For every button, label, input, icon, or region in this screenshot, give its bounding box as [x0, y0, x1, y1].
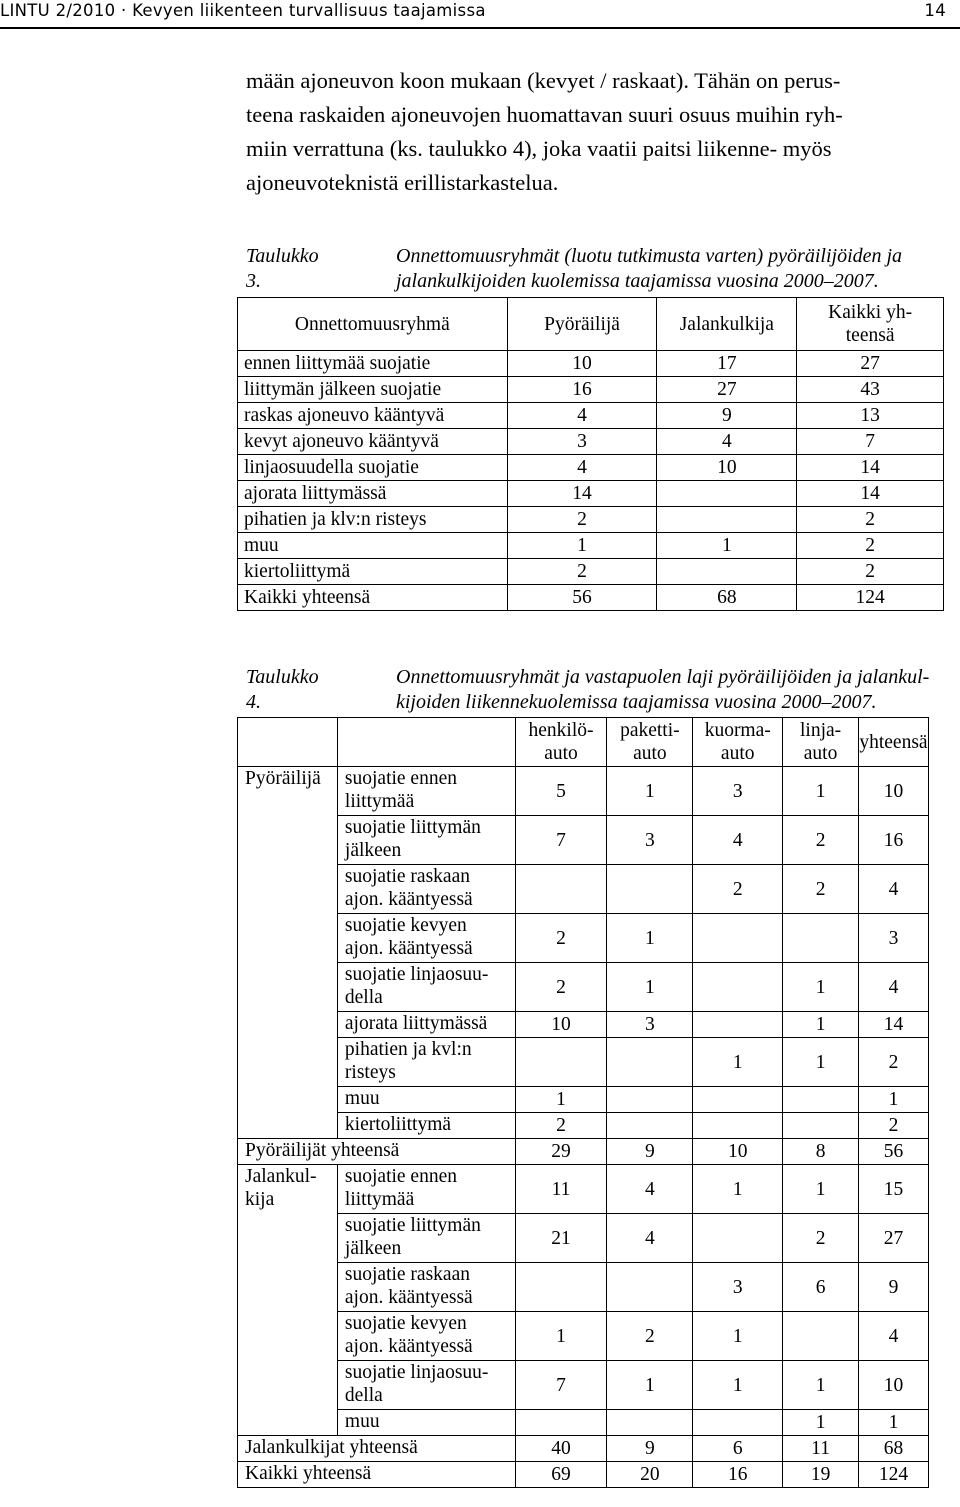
table-cell: 1 — [783, 1410, 859, 1436]
table-cell: 10 — [515, 1012, 607, 1038]
table-cell — [693, 1410, 783, 1436]
table-cell: 2 — [797, 507, 944, 533]
table-cell — [607, 1087, 693, 1113]
table-cell: 2 — [515, 1113, 607, 1139]
cell-text: linja- — [799, 720, 842, 741]
cell-text: Jalankul- — [245, 1166, 317, 1187]
table-cell: muu — [238, 533, 508, 559]
table-row — [238, 559, 944, 585]
total-row — [238, 1462, 929, 1488]
cell-text: jälkeen — [344, 840, 402, 861]
cell-text: risteys — [344, 1062, 396, 1083]
header-text: Kaikki yh- — [828, 302, 913, 323]
table-cell: 4 — [507, 403, 657, 429]
table-cell: 27 — [657, 377, 797, 403]
table3-caption-line: jalankulkijoiden kuolemissa taajamissa vuosina 2000–2007. — [396, 270, 879, 292]
table-cell: 10 — [693, 1139, 783, 1165]
table-cell: 7 — [515, 1361, 607, 1410]
table-row — [238, 914, 929, 963]
table-cell: 68 — [858, 1436, 928, 1462]
row-label — [337, 1038, 515, 1087]
paragraph-line: mään ajoneuvon koon mukaan (kevyet / raskaat). Tähän on perus- — [246, 68, 841, 93]
table-row — [238, 1038, 929, 1087]
table-cell: 4 — [607, 1214, 693, 1263]
table-cell: 7 — [797, 429, 944, 455]
table-cell — [693, 1012, 783, 1038]
table-cell: 15 — [858, 1165, 928, 1214]
table-row — [238, 1113, 929, 1139]
table-cell — [783, 1087, 859, 1113]
header-cell: Pyöräilijä — [507, 298, 657, 351]
table-cell: 17 — [657, 351, 797, 377]
table-row — [238, 351, 944, 377]
table-cell: 9 — [607, 1436, 693, 1462]
table-cell: 2 — [507, 559, 657, 585]
table-cell: 11 — [783, 1436, 859, 1462]
table-cell: liittymän jälkeen suojatie — [238, 377, 508, 403]
table-cell — [783, 1113, 859, 1139]
table-cell: 3 — [607, 816, 693, 865]
table-cell: 14 — [507, 481, 657, 507]
table-cell: 27 — [858, 1214, 928, 1263]
total-label: Jalankulkijat yhteensä — [238, 1436, 516, 1462]
table-cell: 20 — [607, 1462, 693, 1488]
cell-text: muu — [344, 1411, 380, 1432]
table-cell: 1 — [783, 1361, 859, 1410]
row-label — [337, 1113, 515, 1139]
table-cell: 1 — [783, 1165, 859, 1214]
table-cell: 68 — [657, 585, 797, 611]
cell-text: ajon. kääntyessä — [344, 938, 473, 959]
table3-header-row — [238, 298, 944, 351]
header-cell — [607, 718, 693, 767]
cell-text: kija — [245, 1189, 275, 1210]
table-cell: 14 — [797, 481, 944, 507]
table-cell: 9 — [607, 1139, 693, 1165]
table3-caption-line: Onnettomuusryhmät (luotu tutkimusta varten) pyöräilijöiden ja — [396, 245, 903, 267]
paragraph-line: ajoneuvoteknistä erillistarkastelua. — [246, 170, 559, 195]
row-label — [337, 1012, 515, 1038]
cell-text: liittymää — [344, 791, 415, 812]
table-cell: 2 — [515, 963, 607, 1012]
table-cell: 14 — [858, 1012, 928, 1038]
header-cell: Onnettomuusryhmä — [238, 298, 508, 351]
table-row — [238, 1263, 929, 1312]
table-cell: 1 — [607, 1361, 693, 1410]
table-cell: 2 — [607, 1312, 693, 1361]
table-cell: pihatien ja klv:n risteys — [238, 507, 508, 533]
table-cell: 1 — [858, 1410, 928, 1436]
cell-text: suojatie raskaan — [344, 866, 470, 887]
table-cell: linjaosuudella suojatie — [238, 455, 508, 481]
table-row — [238, 533, 944, 559]
paragraph-line: teena raskaiden ajoneuvojen huomattavan suuri osuus muihin ryh- — [246, 102, 843, 127]
table-row — [238, 1165, 929, 1214]
cell-text: suojatie ennen — [344, 768, 457, 789]
table-cell — [657, 507, 797, 533]
table-cell: 40 — [515, 1436, 607, 1462]
table-cell: raskas ajoneuvo kääntyvä — [238, 403, 508, 429]
table-cell — [693, 1214, 783, 1263]
total-label: Kaikki yhteensä — [238, 1462, 516, 1488]
table-cell — [607, 1038, 693, 1087]
table-row — [238, 1012, 929, 1038]
table-cell: 10 — [858, 1361, 928, 1410]
table-row — [238, 1087, 929, 1113]
table-cell — [607, 1410, 693, 1436]
table-cell: 1 — [858, 1087, 928, 1113]
table-cell: 8 — [783, 1139, 859, 1165]
table-cell: 1 — [607, 963, 693, 1012]
cell-text: auto — [633, 743, 667, 764]
table-row — [238, 963, 929, 1012]
table-cell: Kaikki yhteensä — [238, 585, 508, 611]
table-cell: 1 — [783, 1038, 859, 1087]
table-row — [238, 816, 929, 865]
table-cell: 69 — [515, 1462, 607, 1488]
cell-text: auto — [544, 743, 578, 764]
cell-text: suojatie linjaosuu- — [344, 1362, 489, 1383]
table-cell — [693, 1087, 783, 1113]
row-label — [337, 1214, 515, 1263]
table-cell: ajorata liittymässä — [238, 481, 508, 507]
table4 — [237, 717, 929, 1488]
table-row — [238, 1410, 929, 1436]
table-row — [238, 1214, 929, 1263]
table-cell: 3 — [693, 767, 783, 816]
cell-text: suojatie kevyen — [344, 915, 467, 936]
table-cell: 2 — [783, 816, 859, 865]
cell-text: muu — [344, 1088, 380, 1109]
table-cell: 1 — [783, 963, 859, 1012]
row-label — [337, 963, 515, 1012]
table-cell: 9 — [858, 1263, 928, 1312]
table-cell — [693, 963, 783, 1012]
table-cell: 2 — [797, 559, 944, 585]
cell-text: ajorata liittymässä — [344, 1013, 488, 1034]
table-cell — [515, 865, 607, 914]
total-row — [238, 1139, 929, 1165]
table-cell: 6 — [783, 1263, 859, 1312]
table-cell: 2 — [783, 1214, 859, 1263]
table-cell: 1 — [607, 914, 693, 963]
table3-caption-label: Taulukko 3. — [246, 245, 319, 292]
row-label — [337, 1361, 515, 1410]
cell-text: suojatie raskaan — [344, 1264, 470, 1285]
table-cell: 1 — [783, 1012, 859, 1038]
cell-text: yhteensä — [859, 731, 928, 753]
table-cell: kevyt ajoneuvo kääntyvä — [238, 429, 508, 455]
cell-text: ajon. kääntyessä — [344, 1287, 473, 1308]
table4-caption-line: kijoiden liikennekuolemissa taajamissa vuosina 2000–2007. — [396, 691, 877, 713]
table-cell: 1 — [515, 1312, 607, 1361]
table-cell: 7 — [515, 816, 607, 865]
table-cell: 1 — [607, 767, 693, 816]
table-cell: 16 — [507, 377, 657, 403]
table-row — [238, 585, 944, 611]
table-cell: 4 — [858, 865, 928, 914]
page-number: 14 — [924, 1, 946, 20]
table-cell: 10 — [858, 767, 928, 816]
table-cell — [693, 914, 783, 963]
table-cell: 124 — [797, 585, 944, 611]
table-cell — [515, 1410, 607, 1436]
table-cell — [607, 1263, 693, 1312]
table-cell: 4 — [693, 816, 783, 865]
table-cell: 1 — [693, 1165, 783, 1214]
header-cell — [238, 718, 338, 767]
table-cell — [693, 1113, 783, 1139]
table-cell: ennen liittymää suojatie — [238, 351, 508, 377]
table-cell: 43 — [797, 377, 944, 403]
table-cell: 124 — [858, 1462, 928, 1488]
table-cell: 1 — [783, 767, 859, 816]
table4-caption-label: Taulukko 4. — [246, 666, 319, 713]
table4-caption-line: Onnettomuusryhmät ja vastapuolen laji pyöräilijöiden ja jalankul- — [396, 666, 930, 688]
table-row — [238, 767, 929, 816]
table-row — [238, 455, 944, 481]
header-cell: Jalankulkija — [657, 298, 797, 351]
header-cell — [858, 718, 928, 767]
table-cell: 14 — [797, 455, 944, 481]
table-cell: 19 — [783, 1462, 859, 1488]
table-cell: 56 — [858, 1139, 928, 1165]
table-row — [238, 481, 944, 507]
cell-text: della — [344, 987, 383, 1008]
cell-text: pihatien ja kvl:n — [344, 1039, 472, 1060]
table-cell: 3 — [607, 1012, 693, 1038]
table-cell — [607, 865, 693, 914]
table-cell — [657, 559, 797, 585]
table-row — [238, 1361, 929, 1410]
table-cell: 16 — [858, 816, 928, 865]
row-label — [337, 816, 515, 865]
group-label — [238, 1165, 338, 1436]
table-cell — [657, 481, 797, 507]
table-cell: 4 — [507, 455, 657, 481]
table-cell: 4 — [858, 963, 928, 1012]
running-header — [0, 0, 960, 28]
table-cell — [783, 914, 859, 963]
table-cell: 2 — [858, 1113, 928, 1139]
table-cell: 3 — [693, 1263, 783, 1312]
cell-text: ajon. kääntyessä — [344, 889, 473, 910]
table-cell: 4 — [657, 429, 797, 455]
table-cell: 4 — [607, 1165, 693, 1214]
table-cell: 2 — [693, 865, 783, 914]
row-label — [337, 1087, 515, 1113]
table-cell: 2 — [783, 865, 859, 914]
header-cell — [783, 718, 859, 767]
header-cell — [797, 298, 944, 351]
table-cell: 3 — [858, 914, 928, 963]
cell-text: auto — [720, 743, 755, 764]
cell-text: liittymää — [344, 1189, 415, 1210]
cell-text: paketti- — [620, 720, 680, 741]
row-label — [337, 1410, 515, 1436]
header-divider — [0, 27, 960, 29]
table-cell: 29 — [515, 1139, 607, 1165]
table-row — [238, 429, 944, 455]
total-row — [238, 1436, 929, 1462]
group-label: Pyöräilijä — [238, 767, 338, 1139]
cell-text: auto — [803, 743, 838, 764]
table-row — [238, 865, 929, 914]
table-cell: 10 — [657, 455, 797, 481]
cell-text: suojatie kevyen — [344, 1313, 467, 1334]
table-row — [238, 403, 944, 429]
table3 — [237, 297, 944, 611]
table-cell: 2 — [797, 533, 944, 559]
table-cell: 2 — [507, 507, 657, 533]
cell-text: henkilö- — [528, 720, 594, 741]
table-cell: 10 — [507, 351, 657, 377]
table-cell: 1 — [693, 1038, 783, 1087]
table-cell: 2 — [858, 1038, 928, 1087]
table-cell — [607, 1113, 693, 1139]
table-cell: 16 — [693, 1462, 783, 1488]
table-cell: 1 — [515, 1087, 607, 1113]
header-title: LINTU 2/2010 · Kevyen liikenteen turvallisuus taajamissa — [0, 1, 486, 20]
table-cell: 2 — [515, 914, 607, 963]
table-cell: 3 — [507, 429, 657, 455]
cell-text: kiertoliittymä — [344, 1114, 452, 1135]
cell-text: suojatie linjaosuu- — [344, 964, 489, 985]
cell-text: kuorma- — [704, 720, 771, 741]
row-label — [337, 1263, 515, 1312]
table-cell: 5 — [515, 767, 607, 816]
table-cell: 56 — [507, 585, 657, 611]
row-label — [337, 865, 515, 914]
table-cell: kiertoliittymä — [238, 559, 508, 585]
table-cell: 9 — [657, 403, 797, 429]
row-label — [337, 914, 515, 963]
table-row — [238, 1312, 929, 1361]
row-label — [337, 1165, 515, 1214]
table-cell: 1 — [693, 1361, 783, 1410]
table-cell: 21 — [515, 1214, 607, 1263]
table-cell: 6 — [693, 1436, 783, 1462]
paragraph-line: miin verrattuna (ks. taulukko 4), joka vaatii paitsi liikenne- myös — [246, 136, 832, 161]
cell-text: ajon. kääntyessä — [344, 1336, 473, 1357]
cell-text: della — [344, 1385, 383, 1406]
cell-text: suojatie liittymän — [344, 817, 481, 838]
table-cell: 1 — [507, 533, 657, 559]
table-cell: 27 — [797, 351, 944, 377]
table-cell: 1 — [693, 1312, 783, 1361]
cell-text: jälkeen — [344, 1238, 402, 1259]
table-cell: 1 — [657, 533, 797, 559]
row-label — [337, 767, 515, 816]
table-cell — [515, 1038, 607, 1087]
cell-text: suojatie liittymän — [344, 1215, 481, 1236]
table-cell — [783, 1312, 859, 1361]
table-row — [238, 377, 944, 403]
intro-paragraph — [246, 64, 941, 200]
table4-header-row — [238, 718, 929, 767]
header-cell — [337, 718, 515, 767]
header-cell — [693, 718, 783, 767]
total-label: Pyöräilijät yhteensä — [238, 1139, 516, 1165]
header-text: teensä — [845, 325, 895, 346]
row-label — [337, 1312, 515, 1361]
table-cell: 11 — [515, 1165, 607, 1214]
header-cell — [515, 718, 607, 767]
table-cell: 4 — [858, 1312, 928, 1361]
table-cell: 13 — [797, 403, 944, 429]
cell-text: suojatie ennen — [344, 1166, 457, 1187]
table-row — [238, 507, 944, 533]
table-cell — [515, 1263, 607, 1312]
